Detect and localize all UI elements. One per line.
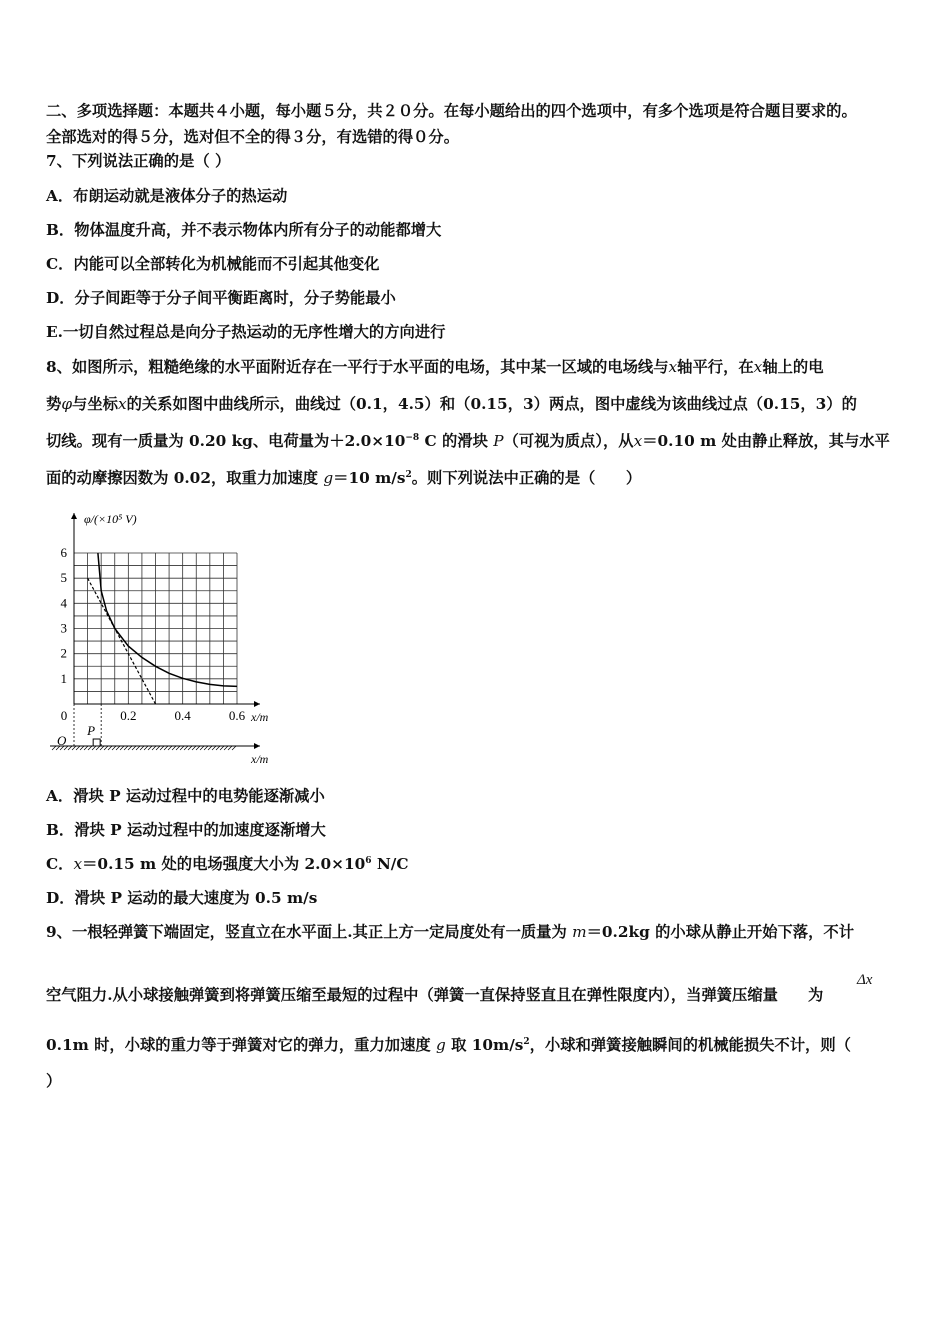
ground-hatch <box>108 746 112 750</box>
ground-hatch <box>80 746 84 750</box>
text: 取 10m/s <box>445 1036 524 1054</box>
q8-line-4 <box>46 468 641 488</box>
ground-hatch <box>192 746 196 750</box>
ground-hatch <box>144 746 148 750</box>
text: 9、一根轻弹簧下端固定，竖直立在水平面上.其正上方一定局度处有一质量为 <box>46 923 573 941</box>
text: （可视为质点），从 <box>503 432 634 450</box>
section-line-2: 全部选对的得５分，选对但不全的得３分，有选错的得０分。 <box>46 128 460 146</box>
ground-hatch <box>212 746 216 750</box>
ground-hatch <box>208 746 212 750</box>
y-tick-label: 1 <box>60 670 67 686</box>
q7-stem: 7、下列说法正确的是（ ） <box>46 152 231 170</box>
ground-hatch <box>188 746 192 750</box>
text: 8、如图所示，粗糙绝缘的水平面附近存在一平行于水平面的电场，其中某一区域的电场线与 <box>46 358 669 376</box>
text: 轴上的电 <box>762 358 824 376</box>
ground-hatch <box>52 746 56 750</box>
q7-option-c: C．内能可以全部转化为机械能而不引起其他变化 <box>46 255 380 273</box>
var-x: x <box>633 432 643 450</box>
text: N/C <box>371 855 409 873</box>
ground-hatch <box>180 746 184 750</box>
ground-hatch <box>148 746 152 750</box>
q9-line-1 <box>46 922 854 942</box>
section-line-1: 二、多项选择题：本题共４小题，每小题５分，共２０分。在每小题给出的四个选项中，有多个选项是符合题目要求的。 <box>46 102 857 120</box>
y-tick-label: 2 <box>60 645 67 661</box>
ground-hatch <box>160 746 164 750</box>
slider-block <box>93 739 100 746</box>
ground-hatch <box>200 746 204 750</box>
ground-hatch <box>84 746 88 750</box>
ground-hatch <box>168 746 172 750</box>
q7-option-d: D．分子间距等于分子间平衡距离时，分子势能最小 <box>46 289 396 307</box>
x-axis-arrow <box>254 701 260 707</box>
text: 空气阻力.从小球接触弹簧到将弹簧压缩至最短的过程中（弹簧一直保持竖直且在弹性限度内），当弹簧压缩量 <box>46 986 778 1004</box>
q7-option-a: A．布朗运动就是液体分子的热运动 <box>46 187 288 205</box>
exponent: 2 <box>523 1037 530 1047</box>
var-phi: φ <box>61 395 73 413</box>
var-x: x <box>73 855 83 873</box>
q8-option-b: B．滑块 P 运动过程中的加速度逐渐增大 <box>46 821 326 839</box>
text: C． <box>46 855 74 873</box>
q7-option-b: B．物体温度升高，并不表示物体内所有分子的动能都增大 <box>46 221 442 239</box>
var-p: P <box>493 432 504 450</box>
text: 轴平行，在 <box>677 358 754 376</box>
x-tick-label: 0.6 <box>228 708 246 723</box>
y-tick-label: 5 <box>60 570 67 586</box>
slider-label: P <box>87 723 96 738</box>
origin-label: 0 <box>60 708 68 723</box>
q8-option-c <box>46 854 409 874</box>
y-tick-label: 3 <box>60 620 67 636</box>
ground-hatch <box>112 746 116 750</box>
text: ＝0.10 m 处由静止释放，其与水平 <box>642 432 890 450</box>
x-tick-label: 0.4 <box>174 708 191 723</box>
q8-option-a: A．滑块 P 运动过程中的电势能逐渐减小 <box>46 787 325 805</box>
var-g: g <box>435 1036 446 1054</box>
y-axis-arrow <box>71 513 77 519</box>
x-tick-label: 0.2 <box>120 708 137 723</box>
text: ＝0.15 m 处的电场强度大小为 2.0×10 <box>82 855 366 873</box>
ground-hatch <box>100 746 104 750</box>
text: ，小球和弹簧接触瞬间的机械能损失不计，则（ <box>529 1036 851 1054</box>
text: 切线。现有一质量为 0.20 kg、电荷量为＋2.0×10 <box>46 432 406 450</box>
ground-hatch <box>228 746 232 750</box>
potential-graph <box>45 505 285 770</box>
text: 0.1m 时，小球的重力等于弹簧对它的弹力，重力加速度 <box>46 1036 436 1054</box>
q9-line-3 <box>46 1035 851 1055</box>
q8-line-1 <box>46 357 824 377</box>
ground-hatch <box>224 746 228 750</box>
exponent: 2 <box>405 470 412 480</box>
q8-option-d: D．滑块 P 运动的最大速度为 0.5 m/s <box>46 889 318 907</box>
ground-hatch <box>164 746 168 750</box>
q8-line-3 <box>46 431 890 451</box>
ground-hatch <box>220 746 224 750</box>
ground-hatch <box>176 746 180 750</box>
ground-hatch <box>132 746 136 750</box>
exponent: −8 <box>405 433 420 443</box>
text: ＝10 m/s <box>333 469 406 487</box>
q9-line-2 <box>46 985 823 1005</box>
ground-hatch <box>136 746 140 750</box>
ground-hatch <box>104 746 108 750</box>
ground-hatch <box>88 746 92 750</box>
ground-hatch <box>120 746 124 750</box>
ground-hatch <box>216 746 220 750</box>
ground-hatch <box>232 746 236 750</box>
q7-option-e: E.一切自然过程总是向分子热运动的无序性增大的方向进行 <box>46 323 446 341</box>
text: 面的动摩擦因数为 0.02，取重力加速度 <box>46 469 324 487</box>
y-tick-label: 4 <box>60 595 67 611</box>
ground-arrow <box>254 743 260 749</box>
q8-line-2 <box>46 394 857 414</box>
ground-hatch <box>172 746 176 750</box>
text: 势 <box>46 395 62 413</box>
ground-hatch <box>96 746 100 750</box>
ground-axis-label: x/m <box>251 752 269 766</box>
text: 与坐标 <box>72 395 118 413</box>
text: 为 <box>807 986 824 1004</box>
ground-hatch <box>124 746 128 750</box>
var-x: x <box>753 358 763 376</box>
ground-hatch <box>184 746 188 750</box>
ground-hatch <box>156 746 160 750</box>
exponent: 6 <box>365 856 372 866</box>
q9-line-4: ） <box>46 1072 62 1090</box>
text: C 的滑块 <box>419 432 494 450</box>
delta-x-symbol: Δx <box>857 972 873 988</box>
ground-hatch <box>72 746 76 750</box>
var-x: x <box>117 395 127 413</box>
ground-hatch <box>92 746 96 750</box>
y-tick-label: 6 <box>60 545 67 560</box>
text: 的关系如图中曲线所示，曲线过（0.1，4.5）和（0.15，3）两点，图中虚线为该曲线过点（0.15，3）的 <box>126 395 857 413</box>
ground-hatch <box>128 746 132 750</box>
var-x: x <box>668 358 678 376</box>
ground-hatch <box>116 746 120 750</box>
ground-hatch <box>140 746 144 750</box>
ground-hatch <box>76 746 80 750</box>
ground-hatch <box>204 746 208 750</box>
var-m: m <box>572 923 587 941</box>
x-axis-label: x/m <box>251 710 269 724</box>
ground-hatch <box>68 746 72 750</box>
var-g: g <box>323 469 334 487</box>
text: 。则下列说法中正确的是（ ） <box>411 469 642 487</box>
y-axis-label: φ/(×10⁵ V) <box>84 512 137 526</box>
text: ＝0.2kg 的小球从静止开始下落，不计 <box>586 923 854 941</box>
ground-hatch <box>152 746 156 750</box>
ground-hatch <box>196 746 200 750</box>
ground-origin-label: O <box>57 733 67 748</box>
